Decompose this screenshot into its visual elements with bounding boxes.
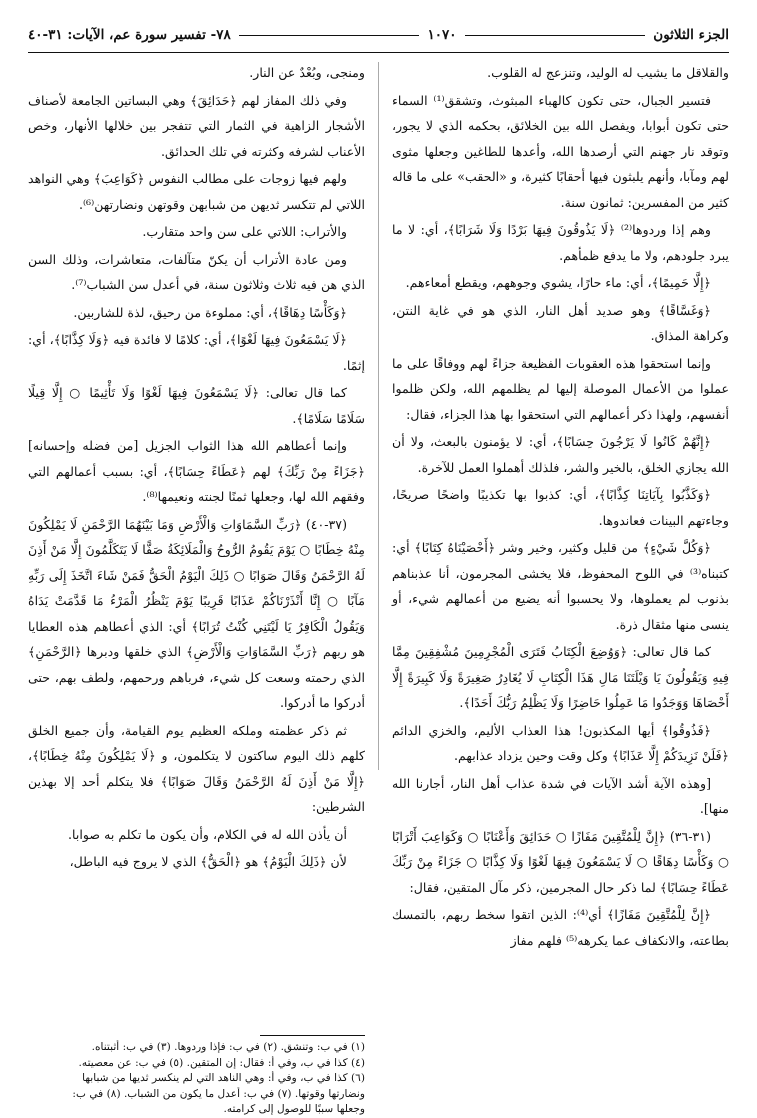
paragraph: ﴿وَكَذَّبُوا بِآيَاتِنَا كِذَّابًا﴾، أي: كذبوا بها تكذيبًا واضحًا صريحًا، وجاءتهم البينات فعاندوها. [392, 487, 729, 528]
paragraph: ثم ذكر عظمته وملكه العظيم يوم القيامة، وأن جميع الخلق كلهم ذلك اليوم ساكتون لا يتكلمون، و ﴿لَا يَمْلِكُونَ مِنْهُ خِطَابًا﴾، ﴿إِلَّا مَنْ أَذِنَ لَهُ الرَّحْمَنُ وَقَالَ صَوَابًا﴾ فلا يتكلم أحد إلا بهذين الشرطين: [28, 722, 365, 814]
paragraph: ﴿فَذُوقُوا﴾ أيها المكذبون! هذا العذاب الأليم، والخزي الدائم ﴿فَلَنْ نَزِيدَكُمْ إِلَّا عَذَابًا﴾ وكل وقت وحين يزداد عذابهم. [392, 722, 729, 763]
paragraph: وإنما أعطاهم الله هذا الثواب الجزيل [من فضله وإحسانه] ﴿جَزَاءً مِنْ رَبِّكَ﴾ لهم ﴿عَطَاءً حِسَابًا﴾، أي: بسبب أعمالهم التي وفقهم الله لها، وجعلها ثمنًا لجنته ونعيمها⁽⁸⁾. [28, 438, 365, 504]
header-divider [28, 52, 729, 53]
juz-title: الجزء الثلاثون [653, 27, 729, 43]
footnote-line: (٤) كذا في ب، وفي أ: فقال: إن المتقين. (٥) في ب: عن معصيته. [78, 1056, 365, 1069]
footnote-line: (١) في ب: وتنشق. (٢) في ب: فإذا وردوها. (٣) في ب: أثبتناه. [91, 1041, 365, 1053]
page-header [28, 22, 729, 48]
left-column [28, 60, 365, 877]
page-number: ١٠٧٠ [427, 27, 457, 43]
paragraph: ﴿إِنَّهُمْ كَانُوا لَا يَرْجُونَ حِسَابًا﴾، أي: لا يؤمنون بالبعث، ولا أن الله يجازي الخلق، بالخير والشر، فلذلك أهملوا العمل للآخرة. [392, 434, 729, 475]
footnote-line: وجعلها سببًا للوصول إلى كرامته. [223, 1103, 365, 1115]
paragraph: ﴿وَكُلَّ شَيْءٍ﴾ من قليل وكثير، وخير وشر ﴿أَحْصَيْنَاهُ كِتَابًا﴾ أي: كتبناه⁽³⁾ في اللوح المحفوظ، فلا يخشى المجرمون، أنا عذبناهم بذنوب لم يعملوها، ولا يحسبوا أنه يضيع من أعمالهم شيء، أو ينسى منها مثقال ذرة. [392, 540, 729, 632]
paragraph: وإنما استحقوا هذه العقوبات الفظيعة جزاءً لهم ووفاقًا على ما عملوا من الأعمال الموصلة إليها لم يظلمهم الله، ولكن ظلموا أنفسهم، ولهذا ذكر أعمالهم التي استحقوا بها هذا الجزاء، فقال: [392, 355, 729, 422]
paragraph: ومن عادة الأتراب أن يكنّ متآلفات، متعاشرات، وذلك السن الذي هن فيه ثلاث وثلاثون سنة، في أعدل سن الشباب⁽⁷⁾. [28, 251, 365, 292]
footnote-line: ونضارتها وقوتها. (٧) في ب: أعدل ما يكون من الشباب. (٨) في ب: [72, 1087, 365, 1100]
footnote-line: (٦) كذا في ب، وفي أ: وهي الناهد التي لم ينكسر ثديها من شبابها [82, 1072, 365, 1084]
paragraph: فتسير الجبال، حتى تكون كالهباء المبثوث، وتشقق⁽¹⁾ السماء حتى تكون أبوابا، ويفصل الله بين الخلائق، بحكمه الذي لا يجور، وتوقد نار جهنم التي أرصدها الله، وأعدها للطاغين وجعلها مثوى لهم ومآبا، وأنهم يلبثون فيها أحقابًا كثيرة، و «الحقب» على ما قاله كثير من المفسرين: ثمانون سنة. [392, 92, 729, 210]
paragraph: كما قال تعالى: ﴿لَا يَسْمَعُونَ فِيهَا لَغْوًا وَلَا تَأْثِيمًا ○ إِلَّا قِيلًا سَلَامًا سَلَامًا﴾. [28, 385, 365, 426]
footnote-divider [260, 1035, 365, 1036]
header-rule [239, 35, 420, 36]
paragraph: ولهم فيها زوجات على مطالب النفوس ﴿كَوَاعِبَ﴾ وهي النواهد اللاتي لم تتكسر ثديهن من شبابهن وقوتهن ونضارتهن⁽⁶⁾. [28, 171, 365, 212]
paragraph: والقلاقل ما يشيب له الوليد، وتنزعج له القلوب. [487, 65, 729, 80]
right-column [392, 60, 729, 955]
paragraph: ﴿وَغَسَّاقًا﴾ وهو صديد أهل النار، الذي هو في غاية النتن، وكراهة المذاق. [392, 302, 729, 343]
header-rule [465, 35, 646, 36]
paragraph: ﴿لَا يَسْمَعُونَ فِيهَا لَغْوًا﴾، أي: كلامًا لا فائدة فيه ﴿وَلَا كِذَّابًا﴾، أي: إثمًا. [28, 332, 365, 373]
paragraph: [وهذه الآية أشد الآيات في شدة عذاب أهل النار، أجارنا الله منها]. [392, 775, 729, 816]
paragraph: لأن ﴿ذَلِكَ الْيَوْمُ﴾ هو ﴿الْحَقُّ﴾ الذي لا يروج فيه الباطل، [69, 854, 347, 869]
surah-info: ٧٨- تفسير سورة عم، الآيات: ٣١-٤٠ [28, 27, 231, 43]
paragraph: ﴿إِنَّ لِلْمُتَّقِينَ مَفَازًا﴾ أي⁽⁴⁾: الذين اتقوا سخط ربهم، بالتمسك بطاعته، والانكفاف عما يكرهه⁽⁵⁾ فلهم مفاز [392, 907, 729, 948]
paragraph: أن يأذن الله له في الكلام، وأن يكون ما تكلم به صوابا. [68, 826, 347, 842]
paragraph: (٣١-٣٦) ﴿إِنَّ لِلْمُتَّقِينَ مَفَازًا ○ حَدَائِقَ وَأَعْنَابًا ○ وَكَوَاعِبَ أَتْرَابًا ○ وَكَأْسًا دِهَاقًا ○ لَا يَسْمَعُونَ فِيهَا لَغْوًا وَلَا كِذَّابًا ○ جَزَاءً مِنْ رَبِّكَ عَطَاءً حِسَابًا﴾ لما ذكر حال المجرمين، ذكر مآل المتقين، فقال: [392, 828, 729, 895]
paragraph: (٣٧-٤٠) ﴿رَبِّ السَّمَاوَاتِ وَالْأَرْضِ وَمَا بَيْنَهُمَا الرَّحْمَنِ لَا يَمْلِكُونَ مِنْهُ خِطَابًا ○ يَوْمَ يَقُومُ الرُّوحُ وَالْمَلَائِكَةُ صَفًّا لَا يَتَكَلَّمُونَ إِلَّا مَنْ أَذِنَ لَهُ الرَّحْمَنُ وَقَالَ صَوَابًا ○ ذَلِكَ الْيَوْمُ الْحَقُّ فَمَنْ شَاءَ اتَّخَذَ إِلَى رَبِّهِ مَآبًا ○ إِنَّا أَنْذَرْنَاكُمْ عَذَابًا قَرِيبًا يَوْمَ يَنْظُرُ الْمَرْءُ مَا قَدَّمَتْ يَدَاهُ وَيَقُولُ الْكَافِرُ يَا لَيْتَنِي كُنْتُ تُرَابًا﴾ أي: الذي أعطاهم هذه العطايا هو ربهم ﴿رَبِّ السَّمَاوَاتِ وَالْأَرْضِ﴾ الذي خلقها ودبرها ﴿الرَّحْمَنِ﴾ الذي رحمته وسعت كل شيء، فرباهم ورحمهم، ولطف بهم، حتى أدركوا ما أدركوا. [28, 516, 365, 710]
paragraph: ﴿إِلَّا حَمِيمًا﴾، أي: ماء حارًا، يشوي وجوههم، ويقطع أمعاءهم. [405, 275, 711, 290]
paragraph: وفي ذلك المفاز لهم ﴿حَدَائِقَ﴾ وهي البساتين الجامعة لأصناف الأشجار الزاهية في الثمار التي تتفجر بين خلالها الأنهار، وخص الأعناب لشرفه وكثرته في تلك الحدائق. [28, 92, 365, 159]
paragraph: كما قال تعالى: ﴿وَوُضِعَ الْكِتَابُ فَتَرَى الْمُجْرِمِينَ مُشْفِقِينَ مِمَّا فِيهِ وَيَقُولُونَ يَا وَيْلَتَنَا مَالِ هَذَا الْكِتَابِ لَا يُغَادِرُ صَغِيرَةً وَلَا كَبِيرَةً إِلَّا أَحْصَاهَا وَوَجَدُوا مَا عَمِلُوا حَاضِرًا وَلَا يَظْلِمُ رَبُّكَ أَحَدًا﴾. [392, 644, 729, 710]
paragraph: والأتراب: اللاتي على سن واحد متقارب. [142, 224, 347, 239]
paragraph: وهم إذا وردوها⁽²⁾ ﴿لَا يَذُوقُونَ فِيهَا بَرْدًا وَلَا شَرَابًا﴾، أي: لا ما يبرد جلودهم، ولا ما يدفع ظمأهم. [392, 222, 729, 263]
column-divider [378, 62, 379, 770]
paragraph: ومنجى، وبُعْدٌ عن النار. [249, 65, 365, 80]
paragraph: ﴿وَكَأْسًا دِهَاقًا﴾، أي: مملوءة من رحيق، لذة للشاربين. [73, 304, 347, 320]
